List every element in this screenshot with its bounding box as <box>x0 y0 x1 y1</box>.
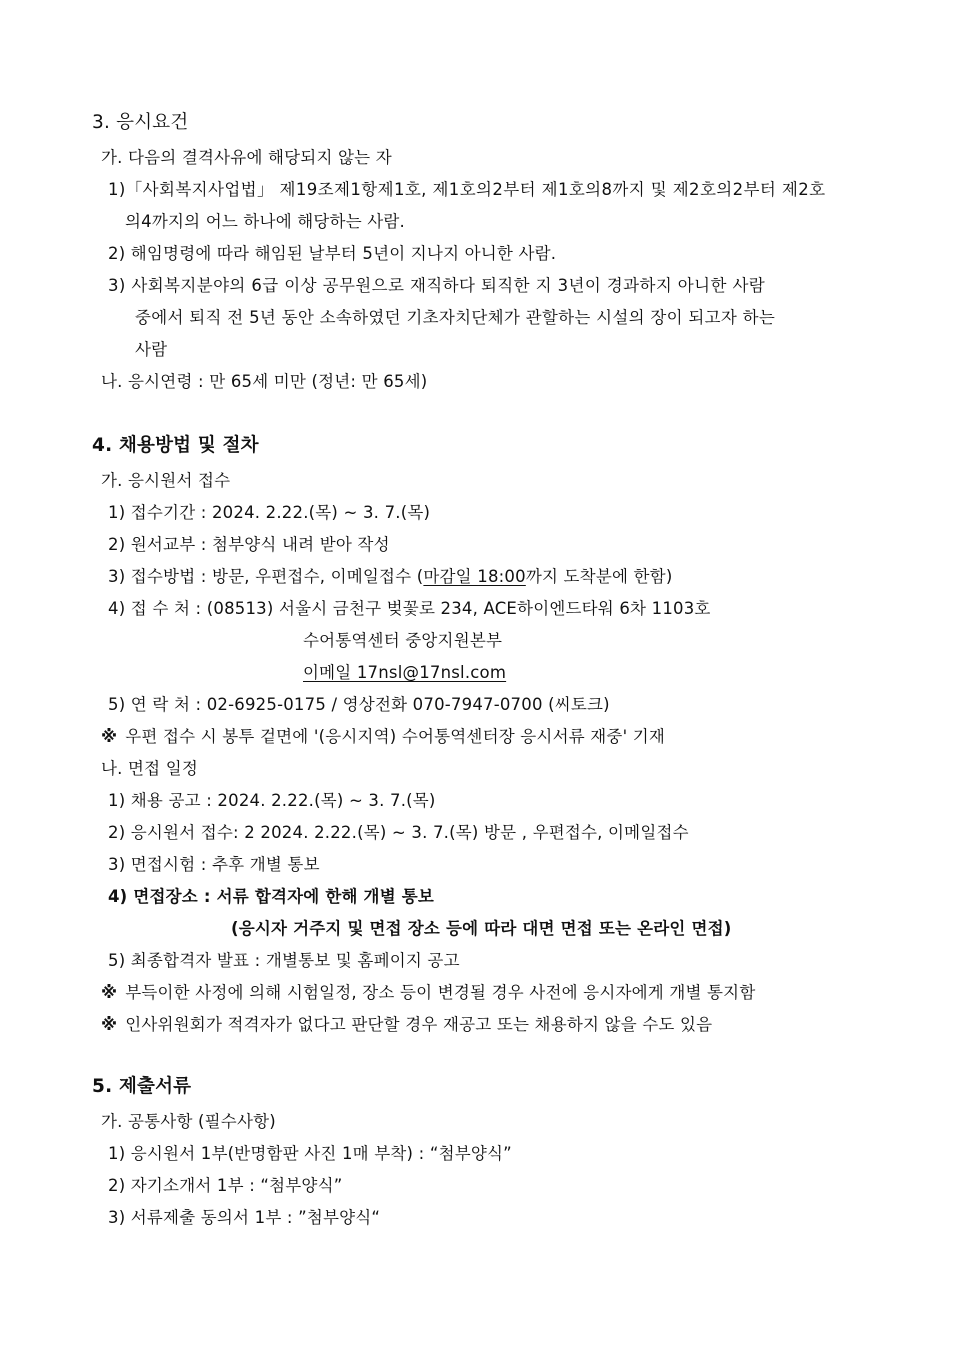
section-3-item-1-line-1: 1)「사회복지사업법」 제19조제1항제1호, 제1호의2부터 제1호의8까지 및 제2호의2부터 제2호 <box>108 180 826 199</box>
schedule-item-4: 4) 면접장소 : 서류 합격자에 한해 개별 통보 <box>108 887 435 906</box>
document-item-3: 3) 서류제출 동의서 1부 : ”첨부양식“ <box>108 1208 381 1227</box>
note-re-announcement <box>101 1014 712 1036</box>
section-3-title: 3. 응시요건 <box>92 112 189 133</box>
deadline-text: 마감일 18:00 <box>423 567 526 586</box>
section-3-na: 나. 응시연령 : 만 65세 미만 (정년: 만 65세) <box>101 372 428 391</box>
section-4-na: 나. 면접 일정 <box>101 759 199 778</box>
reception-email-link[interactable]: 이메일 17nsl@17nsl.com <box>303 663 507 682</box>
section-3-item-2: 2) 해임명령에 따라 해임된 날부터 5년이 지나지 아니한 사람. <box>108 244 557 263</box>
note-mail-text: 우편 접수 시 봉투 겉면에 '(응시지역) 수어통역센터장 응시서류 재중' 기재 <box>125 727 666 746</box>
section-5-title: 5. 제출서류 <box>92 1076 192 1097</box>
schedule-item-1: 1) 채용 공고 : 2024. 2.22.(목) ~ 3. 7.(목) <box>108 791 436 810</box>
note-mark: ※ <box>101 1015 118 1034</box>
note-mark: ※ <box>101 727 118 746</box>
note-schedule-change <box>101 982 755 1004</box>
document-item-2: 2) 자기소개서 1부 : “첨부양식” <box>108 1176 343 1195</box>
section-4-title: 4. 채용방법 및 절차 <box>92 435 259 456</box>
schedule-item-2: 2) 응시원서 접수: 2 2024. 2.22.(목) ~ 3. 7.(목) 방문 , 우편접수, 이메일접수 <box>108 823 689 842</box>
reception-period: 1) 접수기간 : 2024. 2.22.(목) ~ 3. 7.(목) <box>108 503 431 522</box>
reception-method-suffix: 까지 도착분에 한함) <box>525 567 673 586</box>
section-3-item-3-line-3: 사람 <box>135 340 168 359</box>
section-5-ga: 가. 공통사항 (필수사항) <box>101 1112 276 1131</box>
document-item-1: 1) 응시원서 1부(반명함판 사진 1매 부착) : “첨부양식” <box>108 1144 512 1163</box>
note-mark: ※ <box>101 983 118 1002</box>
section-3-item-3-line-2: 중에서 퇴직 전 5년 동안 소속하였던 기초자치단체가 관할하는 시설의 장이 되고자 하는 <box>135 308 776 327</box>
note-re-announcement-text: 인사위원회가 적격자가 없다고 판단할 경우 재공고 또는 채용하지 않을 수도 있음 <box>125 1015 713 1034</box>
reception-address-line-2: 수어통역센터 중앙지원본부 <box>303 631 503 650</box>
note-mail <box>101 726 665 748</box>
reception-method <box>108 566 672 588</box>
note-schedule-change-text: 부득이한 사정에 의해 시험일정, 장소 등이 변경될 경우 사전에 응시자에게 개별 통지함 <box>125 983 756 1002</box>
reception-address-line-1: 4) 접 수 처 : (08513) 서울시 금천구 벚꽃로 234, ACE하이엔드타워 6차 1103호 <box>108 599 711 618</box>
schedule-item-3: 3) 면접시험 : 추후 개별 통보 <box>108 855 320 874</box>
form-distribution: 2) 원서교부 : 첨부양식 내려 받아 작성 <box>108 535 390 554</box>
section-3-ga: 가. 다음의 결격사유에 해당되지 않는 자 <box>101 148 392 167</box>
section-4-ga: 가. 응시원서 접수 <box>101 471 231 490</box>
schedule-item-4-detail: (응시자 거주지 및 면접 장소 등에 따라 대면 면접 또는 온라인 면접) <box>231 919 732 938</box>
contact-info: 5) 연 락 처 : 02-6925-0175 / 영상전화 070-7947-0700 (씨토크) <box>108 695 610 714</box>
schedule-item-5: 5) 최종합격자 발표 : 개별통보 및 홈페이지 공고 <box>108 951 460 970</box>
reception-method-text: 3) 접수방법 : 방문, 우편접수, 이메일접수 ( <box>108 567 424 586</box>
section-3-item-1-line-2: 의4까지의 어느 하나에 해당하는 사람. <box>125 212 406 231</box>
section-3-item-3-line-1: 3) 사회복지분야의 6급 이상 공무원으로 재직하다 퇴직한 지 3년이 경과하지 아니한 사람 <box>108 276 766 295</box>
